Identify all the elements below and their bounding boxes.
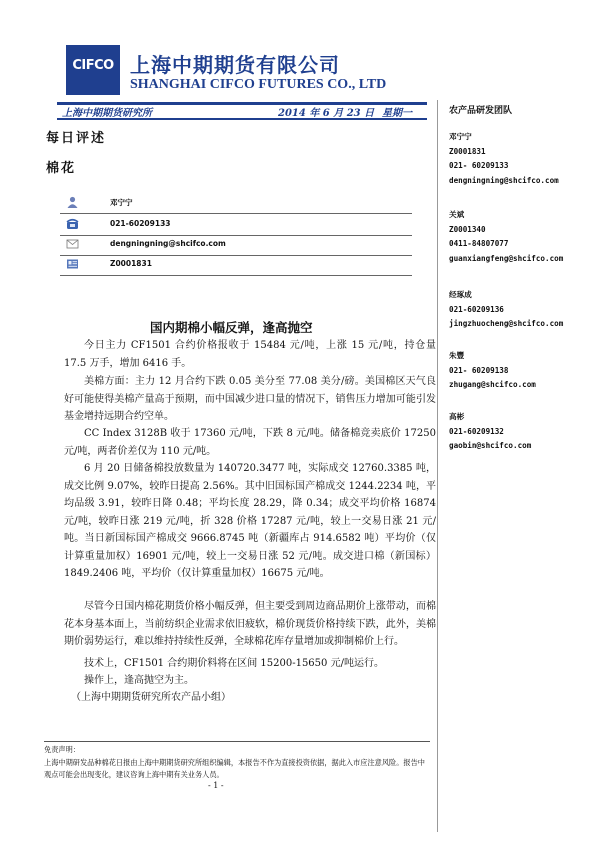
column-divider	[437, 100, 438, 832]
member-name: 邓宁宁	[449, 132, 472, 141]
paragraph-4: 6 月 20 日储备棉投放数量为 140720.3477 吨，实际成交 12760.3385 吨，成交比例 9.07%，较昨日提高 2.56%。其中旧国标国产棉成交 1244.2234 吨，平均品级 3.91，较昨日降 0.48；平均长度 28.29，降 0.34；成交平均价格 16874 元/吨，较昨日涨 219 元/吨，折 328 价格 17287 元/吨，较上一交易日涨 21 元/吨。当日新国标国产棉成交 9666.8745 吨（新疆库占 914.6582 吨）平均价（仅计算重量加权）16901 元/吨，较上一交易日涨 52 元/吨。成交进口棉（新国标）1849.2406 吨，平均价（仅计算重量加权）16675 元/吨。	[64, 463, 436, 579]
id-card-icon	[66, 258, 79, 270]
team-member	[449, 130, 589, 189]
paragraph-8: （上海中期期货研究所农产品小组）	[71, 692, 231, 703]
header-weekday: 星期一	[382, 108, 412, 119]
member-name: 高彬	[449, 412, 465, 421]
team-title: 农产品研发团队	[449, 106, 513, 116]
paragraph-2: 美棉方面：主力 12 月合约下跌 0.05 美分至 77.08 美分/磅。美国棉区天气良好可能使得美棉产量高于预期，而中国减少进口量的情况下，销售压力增加可能引发基金增持远期合约空单。	[64, 376, 436, 422]
member-name: 关斌	[449, 210, 465, 219]
member-phone: 021- 60209138	[449, 365, 509, 375]
company-name-en: SHANGHAI CIFCO FUTURES CO., LTD	[130, 77, 387, 92]
person-icon	[66, 196, 79, 208]
member-license: Z0001831	[449, 146, 486, 156]
contact-row-license	[60, 255, 412, 276]
contact-row-phone	[60, 215, 412, 236]
logo-text: CIFCO	[72, 58, 114, 73]
company-name-cn: 上海中期期货有限公司	[130, 53, 340, 77]
paragraph-5: 尽管今日国内棉花期货价格小幅反弹，但主要受到周边商品期价上涨带动，而棉花本身基本面上，当前纺织企业需求依旧疲软，棉价现货价格持续下跌，此外，美棉期价弱势运行，难以维持持续性反弹，全球棉花库存量增加或抑制棉价上行。	[64, 601, 436, 647]
phone-icon	[66, 218, 79, 230]
member-email: jingzhuocheng@shcifco.com	[449, 319, 564, 329]
disclaimer-title: 免责声明：	[44, 745, 80, 754]
article-title: 国内期棉小幅反弹，逢高抛空	[150, 320, 313, 335]
contact-row-email	[60, 235, 412, 256]
contact-email: dengningning@shcifco.com	[110, 239, 226, 248]
page-number: - 1 -	[208, 781, 224, 790]
report-type: 每日评述	[46, 131, 107, 146]
paragraph-6: 技术上，CF1501 合约期价料将在区间 15200-15650 元/吨运行。	[84, 658, 384, 669]
member-phone: 021-60209132	[449, 426, 504, 436]
team-member	[449, 288, 589, 332]
member-license: Z0001340	[449, 224, 486, 234]
contact-name: 邓宁宁	[110, 198, 133, 207]
contact-row-name	[60, 193, 412, 214]
footer-divider	[44, 741, 430, 742]
member-email: dengningning@shcifco.com	[449, 176, 559, 186]
email-icon	[66, 238, 79, 250]
commodity-title: 棉花	[46, 161, 77, 176]
team-member	[449, 410, 589, 454]
paragraph-7: 操作上，逢高抛空为主。	[84, 675, 194, 686]
member-phone: 021- 60209133	[449, 161, 509, 171]
header-date: 2014 年 6 月 23 日	[278, 108, 375, 119]
member-phone: 021-60209136	[449, 304, 504, 314]
paragraph-1: 今日主力 CF1501 合约价格报收于 15484 元/吨，上涨 15 元/吨，持仓量 17.5 万手，增加 6416 手。	[64, 340, 436, 369]
member-email: zhugang@shcifco.com	[449, 380, 536, 390]
contact-phone: 021-60209133	[110, 219, 171, 228]
member-name: 朱豐	[449, 351, 465, 360]
member-name: 经琢成	[449, 290, 472, 299]
contact-license: Z0001831	[110, 259, 152, 268]
member-email: gaobin@shcifco.com	[449, 441, 532, 451]
paragraph-3: CC Index 3128B 收于 17360 元/吨，下跌 8 元/吨。储备棉竞卖底价 17250 元/吨，两者价差仅为 110 元/吨。	[64, 428, 436, 457]
header-dept: 上海中期期货研究所	[62, 108, 152, 119]
member-email: guanxiangfeng@shcifco.com	[449, 254, 564, 264]
team-member	[449, 208, 589, 267]
team-member	[449, 349, 589, 393]
member-phone: 0411-84807077	[449, 239, 509, 249]
disclaimer-body: 上海中期研发品种棉花日报由上海中期期货研究所组织编辑，本报告不作为直接投资依据，据此入市应注意风险。报告中观点可能会出现变化，建议咨询上海中期有关业务人员。	[44, 758, 425, 779]
